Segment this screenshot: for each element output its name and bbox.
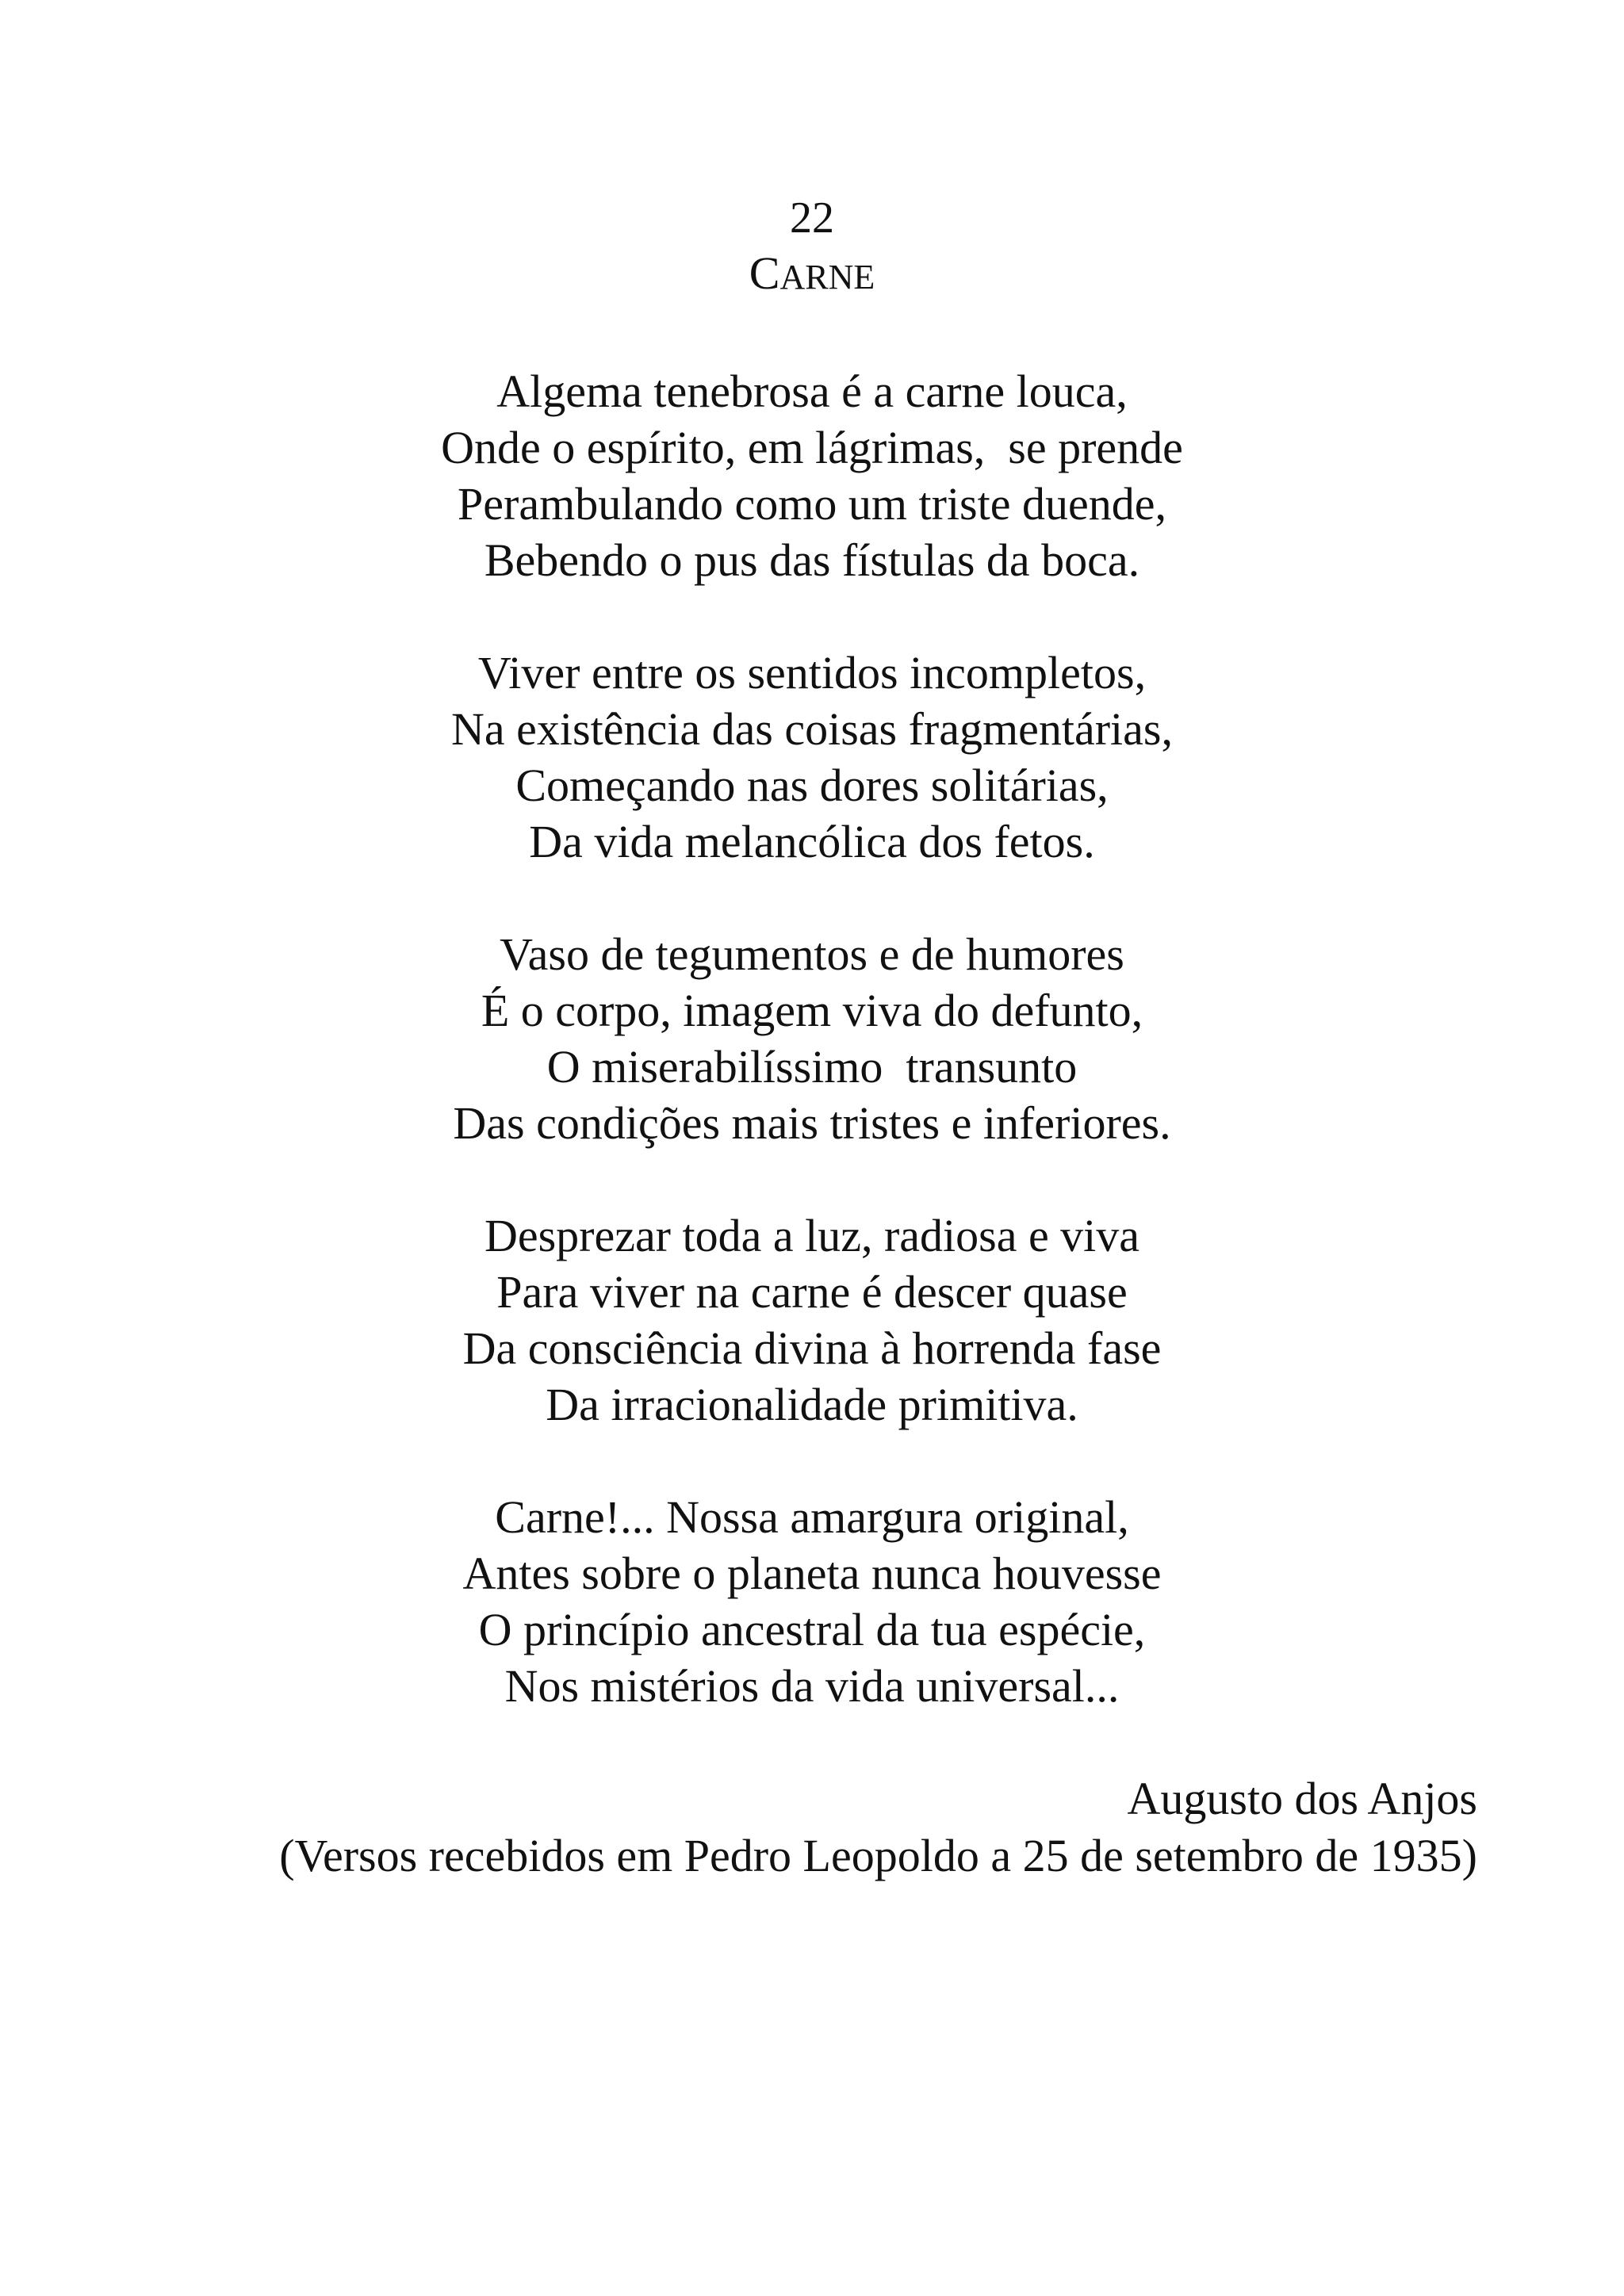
stanza-5 — [0, 1489, 1624, 1714]
stanza-3 — [0, 926, 1624, 1151]
verse-line: Da consciência divina à horrenda fase — [462, 1322, 1162, 1374]
verse-line: Onde o espírito, em lágrimas, se prende — [441, 422, 1183, 473]
verse-line: O miserabilíssimo transunto — [546, 1041, 1078, 1093]
verse-line: Carne!... Nossa amargura original, — [495, 1491, 1129, 1543]
verse-line: Começando nas dores solitárias, — [515, 760, 1109, 811]
source-note: (Versos recebidos em Pedro Leopoldo a 25 de setembro de 1935) — [279, 1830, 1477, 1881]
poem-title — [0, 247, 1624, 304]
verse-line: Nos mistérios da vida universal... — [504, 1660, 1120, 1712]
verse-line: Algema tenebrosa é a carne louca, — [496, 365, 1128, 417]
verse-line: Antes sobre o planeta nunca houvesse — [462, 1548, 1162, 1599]
poem-number: 22 — [790, 193, 834, 243]
verse-line: Na existência das coisas fragmentárias, — [451, 703, 1173, 755]
verse-line: Das condições mais tristes e inferiores. — [453, 1097, 1171, 1149]
verse-line: Viver entre os sentidos incompletos, — [477, 647, 1147, 698]
stanza-4 — [0, 1207, 1624, 1433]
verse-line: Para viver na carne é descer quase — [496, 1266, 1128, 1318]
stanza-2 — [0, 645, 1624, 870]
verse-line: É o corpo, imagem viva do defunto, — [481, 985, 1143, 1036]
poem-body — [0, 363, 1624, 1770]
verse-line: Perambulando como um triste duende, — [458, 478, 1166, 530]
verse-line: Bebendo o pus das fístulas da boca. — [484, 534, 1140, 586]
verse-line: Da irracionalidade primitiva. — [546, 1379, 1078, 1430]
poem-title-rest: ARNE — [779, 258, 875, 297]
stanza-1 — [0, 363, 1624, 588]
verse-line: Vaso de tegumentos e de humores — [500, 928, 1124, 980]
poem-title-initial: C — [749, 247, 780, 299]
author-signature: Augusto dos Anjos — [1127, 1773, 1477, 1824]
verse-line: O princípio ancestral da tua espécie, — [478, 1604, 1146, 1655]
verse-line: Da vida melancólica dos fetos. — [529, 816, 1095, 867]
verse-line: Desprezar toda a luz, radiosa e viva — [484, 1210, 1140, 1261]
